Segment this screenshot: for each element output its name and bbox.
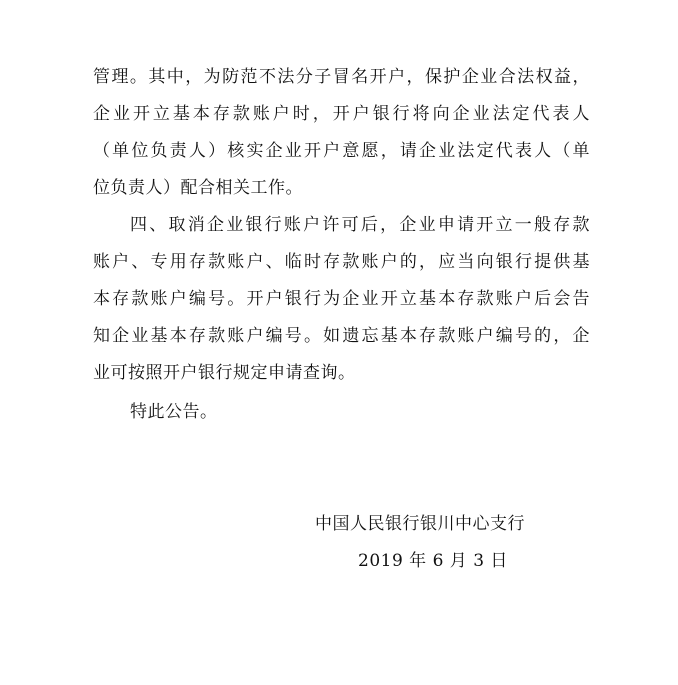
closing-line: 特此公告。 [130, 402, 218, 422]
paragraph-line: 位负责人）配合相关工作。 [93, 178, 303, 198]
paragraph-line: （单位负责人）核实企业开户意愿，请企业法定代表人（单 [93, 141, 590, 161]
signature-date: 2019 年 6 月 3 日 [358, 551, 508, 571]
paragraph-line: 账户、专用存款账户、临时存款账户的，应当向银行提供基 [93, 252, 590, 272]
paragraph-line: 四、取消企业银行账户许可后，企业申请开立一般存款 [130, 215, 590, 235]
signature-organization: 中国人民银行银川中心支行 [315, 514, 525, 534]
paragraph-line: 管理。其中，为防范不法分子冒名开户，保护企业合法权益， [93, 67, 590, 87]
paragraph-line: 业可按照开户银行规定申请查询。 [93, 363, 356, 383]
paragraph-line: 本存款账户编号。开户银行为企业开立基本存款账户后会告 [93, 289, 590, 309]
paragraph-line: 企业开立基本存款账户时，开户银行将向企业法定代表人 [93, 104, 590, 124]
paragraph-line: 知企业基本存款账户编号。如遗忘基本存款账户编号的，企 [93, 326, 590, 346]
